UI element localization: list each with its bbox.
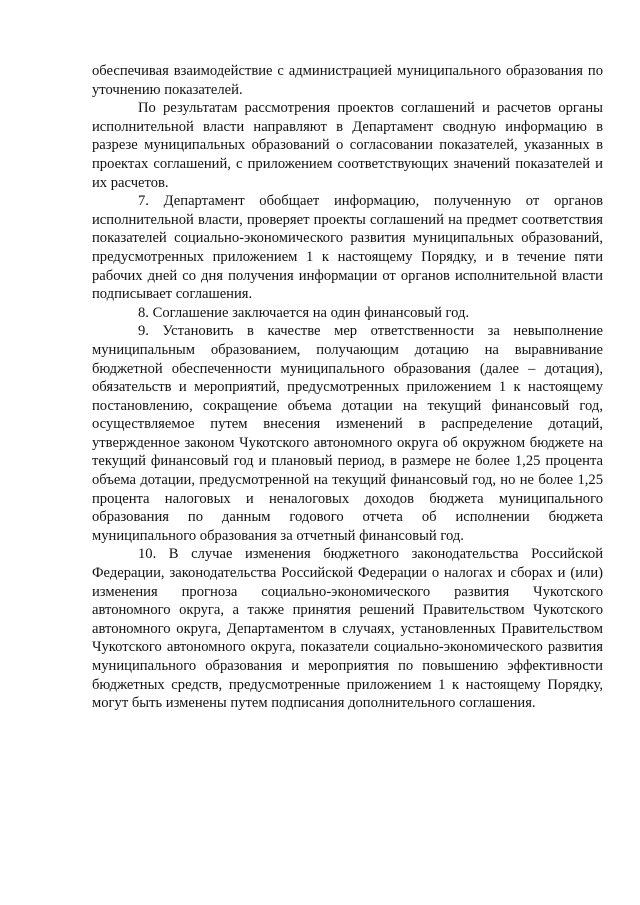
paragraph-item-10: 10. В случае изменения бюджетного законодательства Российской Федерации, законодательства Российской Федерации о налогах и сборах и (или) изменения прогноза социально-экономического развития Чукотского автономного округа, а также принятия решений Правительством Чукотского автономного округа, Департаментом в случаях, установленных Правительством Чукотского автономного округа, показатели социально-экономического развития муниципального образования и мероприятия по повышению эффективности бюджетных средств, предусмотренные приложением 1 к настоящему Порядку, могут быть изменены путем подписания дополнительного соглашения.: [92, 546, 603, 712]
document-page: [92, 62, 603, 713]
paragraph-item-7: 7. Департамент обобщает информацию, полученную от органов исполнительной власти, проверяет проекты соглашений на предмет соответствия показателей социально-экономического развития муниципальных образований, предусмотренных приложением 1 к настоящему Порядку, и в течение пяти рабочих дней со дня получения информации от органов исполнительной власти подписывает соглашения.: [92, 193, 603, 303]
paragraph-review-results: По результатам рассмотрения проектов соглашений и расчетов органы исполнительной власти направляют в Департамент сводную информацию в разрезе муниципальных образований о согласовании показателей, указанных в проектах соглашений, с приложением соответствующих значений показателей и их расчетов.: [92, 100, 603, 191]
paragraph-item-8: 8. Соглашение заключается на один финансовый год.: [138, 304, 470, 321]
paragraph-continuation: обеспечивая взаимодействие с администрацией муниципального образования по уточнению показателей.: [92, 63, 603, 98]
paragraph-item-9: 9. Установить в качестве мер ответственности за невыполнение муниципальным образованием, получающим дотацию на выравнивание бюджетной обеспеченности муниципального образования (далее – дотация), обязательств и мероприятий, предусмотренных приложением 1 к настоящему постановлению, сокращение объема дотации на текущий финансовый год, осуществляемое путем внесения изменений в распределение дотаций, утвержденное законом Чукотского автономного округа об окружном бюджете на текущий финансовый год и плановый период, в размере не более 1,25 процента объема дотации, предусмотренной на текущий финансовый год, но не более 1,25 процента налоговых и неналоговых доходов бюджета муниципального образования по данным годового отчета об исполнении бюджета муниципального образования за отчетный финансовый год.: [92, 323, 603, 544]
